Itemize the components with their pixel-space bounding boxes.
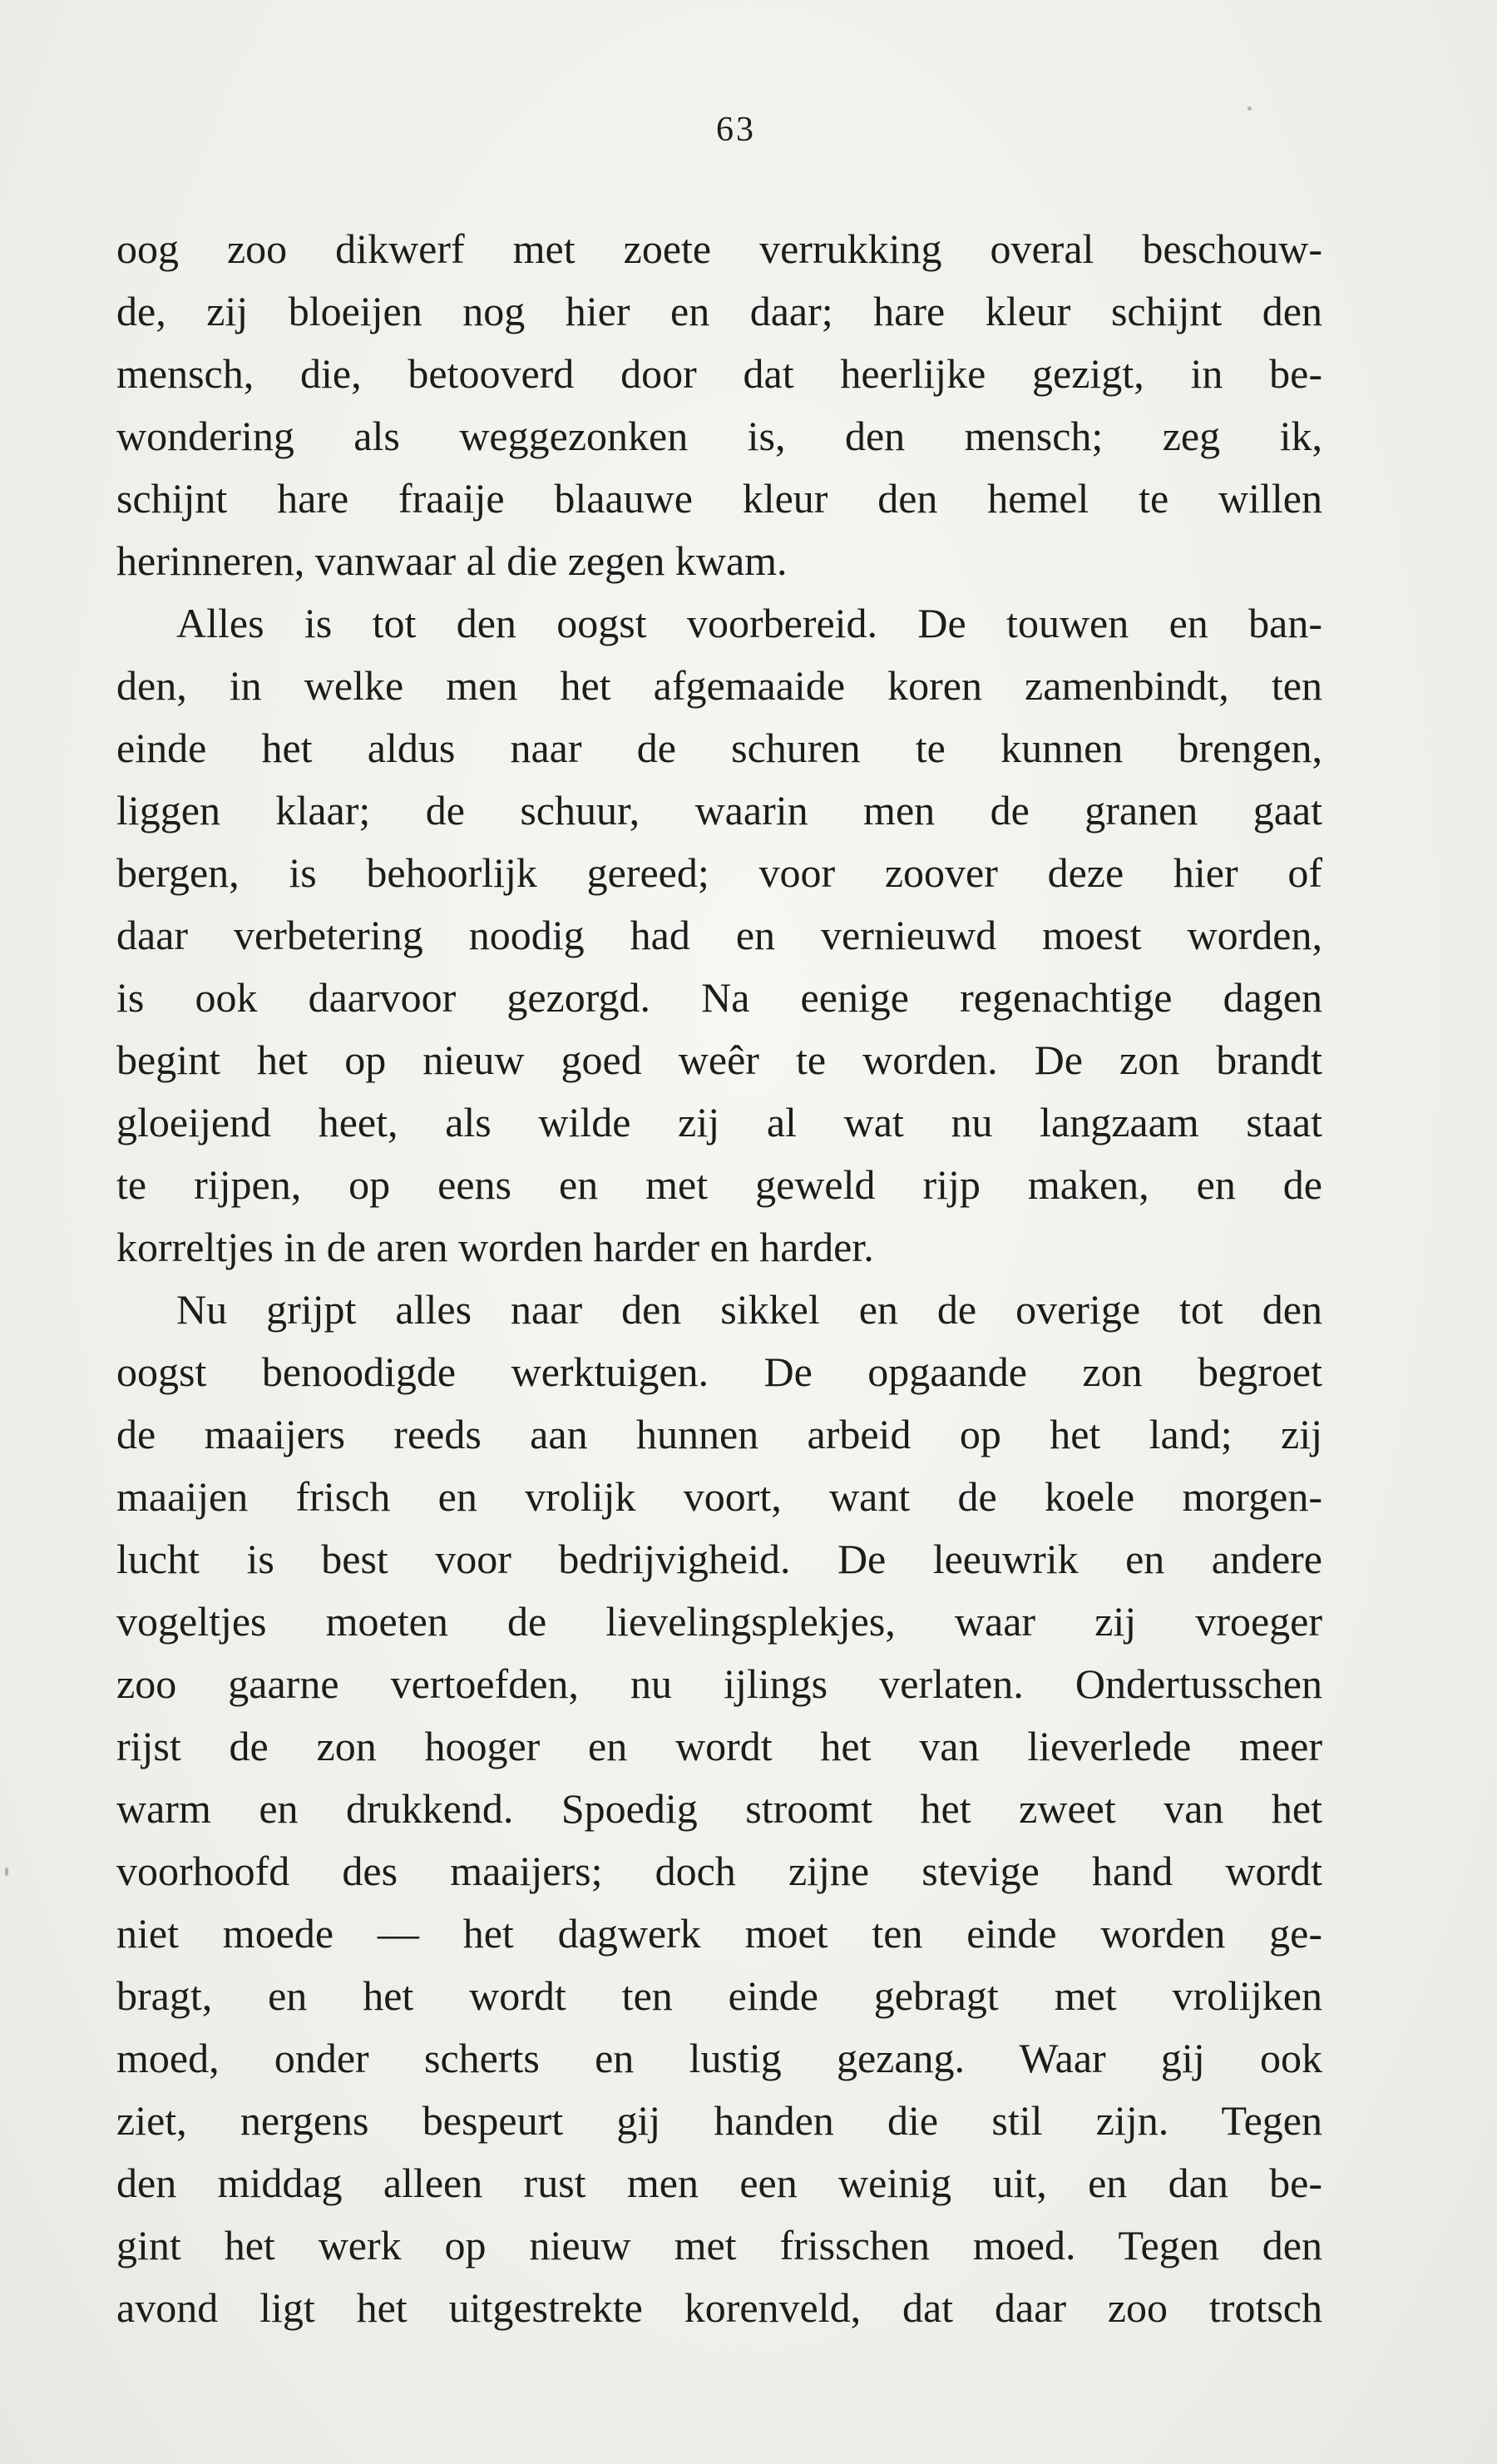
paragraph-3 — [116, 1279, 1322, 2339]
text-line: den middag alleen rust men een weinig uit, en dan be- — [116, 2160, 1322, 2206]
text-line: avond ligt het uitgestrekte korenveld, dat daar zoo trotsch — [116, 2284, 1322, 2331]
text-line: maaijen frisch en vrolijk voort, want de koele morgen- — [116, 1473, 1322, 1520]
paper-speck — [5, 1868, 8, 1876]
text-line: rijst de zon hooger en wordt het van lieverlede meer — [116, 1723, 1322, 1769]
text-line: vogeltjes moeten de lievelingsplekjes, waar zij vroeger — [116, 1598, 1322, 1645]
text-line: voorhoofd des maaijers; doch zijne stevige hand wordt — [116, 1848, 1322, 1894]
paragraph-1 — [116, 218, 1322, 592]
text-line: gint het werk op nieuw met frisschen moed. Tegen den — [116, 2222, 1322, 2269]
text-line: te rijpen, op eens en met geweld rijp maken, en de — [116, 1161, 1322, 1208]
text-line: daar verbetering noodig had en vernieuwd moest worden, — [116, 912, 1322, 958]
text-line: mensch, die, betooverd door dat heerlijke gezigt, in be- — [116, 350, 1322, 397]
page-number: 63 — [716, 111, 756, 149]
text-line: einde het aldus naar de schuren te kunnen brengen, — [116, 725, 1322, 771]
text-line: is ook daarvoor gezorgd. Na eenige regenachtige dagen — [116, 974, 1322, 1021]
paper-speck — [1248, 106, 1252, 111]
text-line: de, zij bloeijen nog hier en daar; hare kleur schijnt den — [116, 288, 1322, 334]
text-line: zoo gaarne vertoefden, nu ijlings verlaten. Ondertusschen — [116, 1660, 1322, 1707]
text-line: oogst benoodigde werktuigen. De opgaande zon begroet — [116, 1348, 1322, 1395]
text-line: schijnt hare fraaije blaauwe kleur den hemel te willen — [116, 475, 1322, 522]
text-line: lucht is best voor bedrijvigheid. De leeuwrik en andere — [116, 1536, 1322, 1582]
text-line: begint het op nieuw goed weêr te worden. De zon brandt — [116, 1037, 1322, 1083]
text-line: gloeijend heet, als wilde zij al wat nu langzaam staat — [116, 1099, 1322, 1145]
text-line: Alles is tot den oogst voorbereid. De touwen en ban- — [176, 600, 1322, 646]
body-text — [116, 218, 1322, 2339]
text-line: oog zoo dikwerf met zoete verrukking overal beschouw- — [116, 225, 1322, 272]
text-line: bragt, en het wordt ten einde gebragt met vrolijken — [116, 1972, 1322, 2019]
paragraph-2 — [116, 592, 1322, 1279]
text-line: moed, onder scherts en lustig gezang. Waar gij ook — [116, 2035, 1322, 2081]
text-line: den, in welke men het afgemaaide koren zamenbindt, ten — [116, 662, 1322, 709]
text-line: bergen, is behoorlijk gereed; voor zoover deze hier of — [116, 849, 1322, 896]
text-line: niet moede — het dagwerk moet ten einde worden ge- — [116, 1910, 1322, 1957]
text-line: korreltjes in de aren worden harder en harder. — [116, 1224, 874, 1270]
text-line: warm en drukkend. Spoedig stroomt het zweet van het — [116, 1785, 1322, 1832]
text-line: herinneren, vanwaar al die zegen kwam. — [116, 537, 788, 584]
text-line: Nu grijpt alles naar den sikkel en de overige tot den — [176, 1286, 1322, 1333]
text-line: liggen klaar; de schuur, waarin men de granen gaat — [116, 787, 1322, 834]
text-line: ziet, nergens bespeurt gij handen die stil zijn. Tegen — [116, 2097, 1322, 2144]
text-line: wondering als weggezonken is, den mensch; zeg ik, — [116, 413, 1322, 459]
text-line: de maaijers reeds aan hunnen arbeid op het land; zij — [116, 1411, 1322, 1457]
